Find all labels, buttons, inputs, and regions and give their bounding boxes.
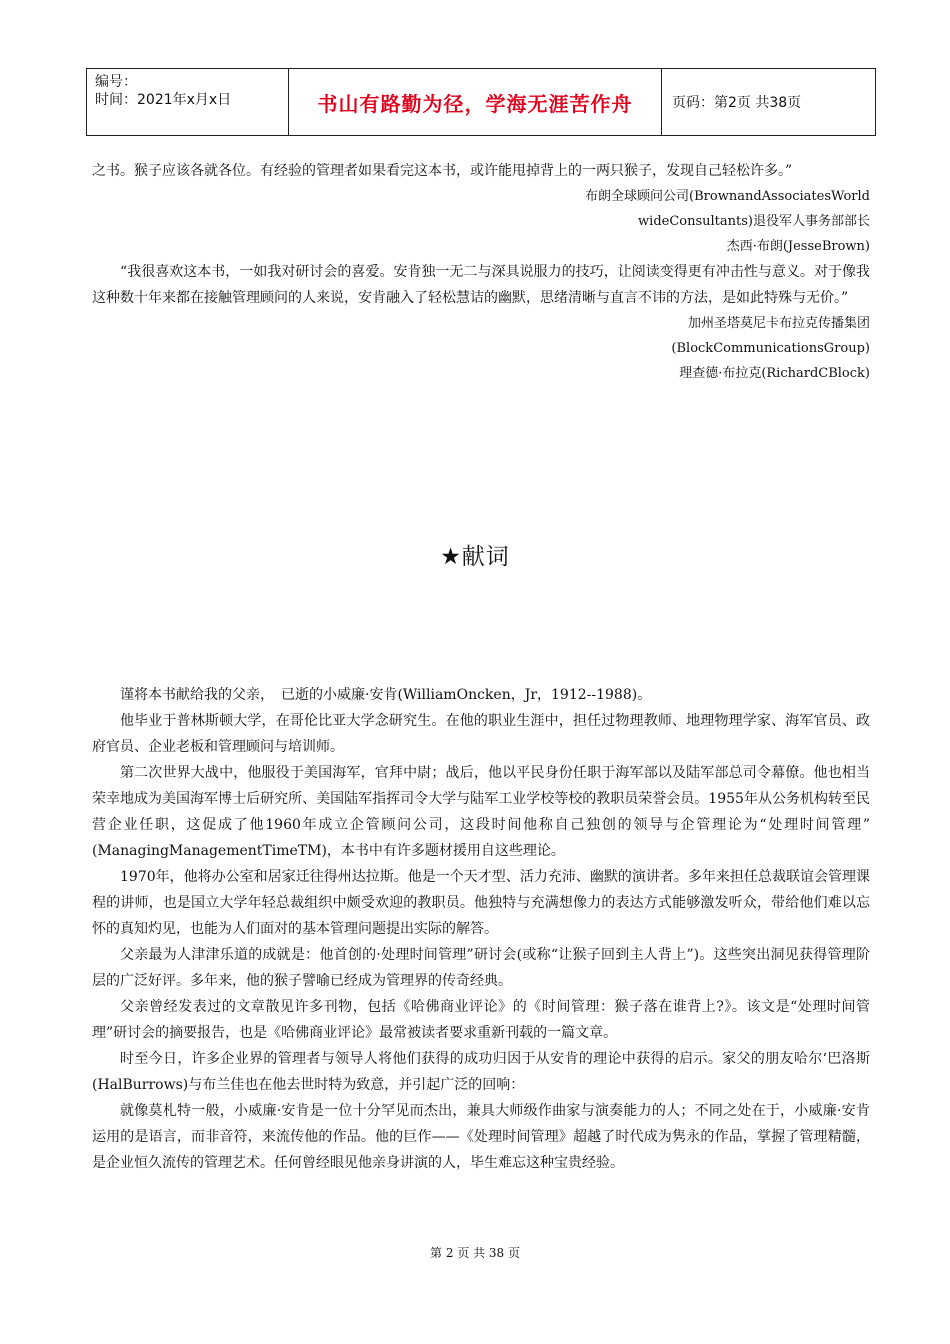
attribution-2-line-3: 理查德·布拉克(RichardCBlock) <box>679 366 870 381</box>
dedication-paragraph: 他毕业于普林斯顿大学，在哥伦比亚大学念研究生。在他的职业生涯中，担任过物理教师、地理物理学家、海军官员、政府官员、企业老板和管理顾问与培训师。 <box>92 713 870 755</box>
header-motto: 书山有路勤为径，学海无涯苦作舟 <box>317 91 633 116</box>
dedication-paragraph: 就像莫札特一般，小威廉·安肯是一位十分罕见而杰出，兼具大师级作曲家与演奏能力的人；不同之处在于，小威廉·安肯运用的是语言，而非音符，来流传他的作品。他的巨作——《处理时间管理》超越了时代成为隽永的作品，掌握了管理精髓，是企业恒久流传的管理艺术。任何曾经眼见他亲身讲演的人，毕生难忘这种宝贵经验。 <box>92 1103 870 1171</box>
testimonials-section <box>92 158 870 386</box>
attribution-2-line-2: (BlockCommunicationsGroup) <box>671 341 870 356</box>
attribution-1-line-1: 布朗全球顾问公司(BrownandAssociatesWorld <box>585 189 870 204</box>
dedication-paragraph: 父亲最为人津津乐道的成就是：他首创的·处理时间管理”研讨会(或称“让猴子回到主人背上”)。这些突出洞见获得管理阶层的广泛好评。多年来，他的猴子譬喻已经成为管理界的传奇经典。 <box>92 947 870 989</box>
header-meta <box>87 69 289 135</box>
dedication-paragraph: 谨将本书献给我的父亲， 已逝的小威廉·安肯(WilliamOncken，Jr，1912--1988)。 <box>120 687 652 703</box>
dedication-paragraph: 第二次世界大战中，他服役于美国海军，官拜中尉；战后，他以平民身份任职于海军部以及陆军部总司令幕僚。他也相当荣幸地成为美国海军博士后研究所、美国陆军指挥司令大学与陆军工业学校等校的教职员荣誉会员。1955年从公务机构转至民营企业任职，这促成了他1960年成立企管顾问公司，这段时间他称自己独创的领导与企管理论为“处理时间管理” (ManagingManagementTimeTM)，本书中有许多题材援用自这些理论。 <box>92 765 870 859</box>
attribution-1-line-3: 杰西·布朗(JesseBrown) <box>726 239 870 254</box>
page-footer: 第 2 页 共 38 页 <box>430 1246 520 1260</box>
dedication-body <box>92 682 870 1176</box>
document-time-label: 时间：2021年x月x日 <box>95 92 232 108</box>
header-motto-cell <box>289 69 662 135</box>
dedication-paragraph: 1970年，他将办公室和居家迁往得州达拉斯。他是一个天才型、活力充沛、幽默的演讲者。多年来担任总裁联谊会管理课程的讲师，也是国立大学年轻总裁组织中颇受欢迎的教职员。他独特与充满想像力的表达方式能够激发听众，带给他们难以忘怀的真知灼见，也能为人们面对的基本管理问题提出实际的解答。 <box>92 869 870 937</box>
testimonial-paragraph-1: 之书。猴子应该各就各位。有经验的管理者如果看完这本书，或许能甩掉背上的一两只猴子，发现自己轻松许多。” <box>92 163 793 179</box>
document-number-label: 编号： <box>95 74 137 90</box>
dedication-paragraph: 时至今日，许多企业界的管理者与领导人将他们获得的成功归因于从安肯的理论中获得的启示。家父的朋友哈尔‘巴洛斯(HalBurrows)与布兰佳也在他去世时特为致意，并引起广泛的回响： <box>92 1051 870 1093</box>
page-header <box>86 68 876 136</box>
testimonial-paragraph-2: “我很喜欢这本书，一如我对研讨会的喜爱。安肯独一无二与深具说服力的技巧，让阅读变得更有冲击性与意义。对于像我这种数十年来都在接触管理顾问的人来说，安肯融入了轻松慧诘的幽默，思绪清晰与直言不讳的方法，是如此特殊与无价。” <box>92 264 870 306</box>
dedication-paragraph: 父亲曾经发表过的文章散见许多刊物，包括《哈佛商业评论》的《时间管理：猴子落在谁背上?》。该文是“处理时间管理”研讨会的摘要报告，也是《哈佛商业评论》最常被读者要求重新刊载的一篇文章。 <box>92 999 870 1041</box>
attribution-2-line-1: 加州圣塔莫尼卡布拉克传播集团 <box>687 316 870 331</box>
header-page-number: 页码：第2页 共38页 <box>672 95 802 111</box>
dedication-title: ★献词 <box>440 544 510 570</box>
attribution-1-line-2: wideConsultants)退役军人事务部部长 <box>638 214 870 229</box>
